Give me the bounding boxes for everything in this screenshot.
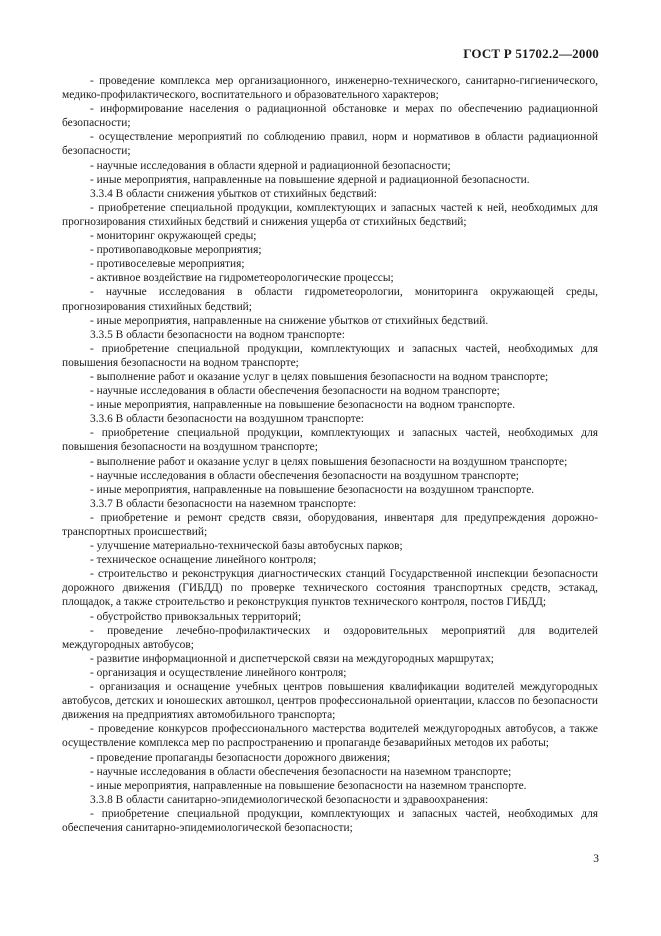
- list-item: - иные мероприятия, направленные на снижение убытков от стихийных бедствий.: [90, 314, 489, 327]
- section-heading: 3.3.6 В области безопасности на воздушном транспорте:: [90, 413, 364, 426]
- list-item: - выполнение работ и оказание услуг в целях повышения безопасности на воздушном транспорте;: [90, 455, 568, 468]
- list-item: - активное воздействие на гидрометеорологические процессы;: [90, 272, 394, 285]
- list-item: - строительство и реконструкция диагностических станций Государственной инспекции безопасности дорожного движения (ГИБДД) по проверке технического состояния транспортных средств, эстакад, площадок, а также строительство и реконструкция пунктов технического контроля, постов ГИБДД;: [62, 568, 598, 609]
- list-item: - информирование населения о радиационной обстановке и мерах по обеспечению радиационной безопасности;: [62, 103, 598, 130]
- list-item: - обустройство привокзальных территорий;: [90, 610, 302, 623]
- list-item: - научные исследования в области обеспечения безопасности на наземном транспорте;: [90, 765, 512, 778]
- list-item: - научные исследования в области гидрометеорологии, мониторинга окружающей среды, прогнозирования стихийных бедствий;: [62, 286, 598, 313]
- list-item: - мониторинг окружающей среды;: [90, 230, 257, 243]
- list-item: - приобретение специальной продукции, комплектующих и запасных частей, необходимых для обеспечения санитарно-эпидемиологической безопасности;: [62, 807, 598, 834]
- list-item: - иные мероприятия, направленные на повышение безопасности на воздушном транспорте.: [90, 483, 535, 496]
- list-item: - приобретение и ремонт средств связи, оборудования, инвентаря для предупреждения дорожно-транспортных происшествий;: [62, 511, 598, 538]
- list-item: - научные исследования в области обеспечения безопасности на воздушном транспорте;: [90, 469, 519, 482]
- list-item: - организация и осуществление линейного контроля;: [90, 666, 347, 679]
- list-item: - осуществление мероприятий по соблюдению правил, норм и нормативов в области радиационной безопасности;: [62, 131, 598, 158]
- list-item: - развитие информационной и диспетчерской связи на междугородных маршрутах;: [90, 652, 494, 665]
- section-heading: 3.3.8 В области санитарно-эпидемиологической безопасности и здравоохранения:: [90, 793, 489, 806]
- list-item: - приобретение специальной продукции, комплектующих и запасных частей, необходимых для повышения безопасности на воздушном транспорте;: [62, 427, 598, 454]
- list-item: - проведение комплекса мер организационного, инженерно-технического, санитарно-гигиенического, медико-профилактического, воспитательного и образовательного характеров;: [62, 75, 598, 102]
- section-heading: 3.3.7 В области безопасности на наземном транспорте:: [90, 497, 357, 510]
- list-item: - приобретение специальной продукции, комплектующих и запасных частей к ней, необходимых для прогнозирования стихийных бедствий и снижения ущерба от стихийных бедствий;: [62, 201, 598, 228]
- list-item: - научные исследования в области ядерной и радиационной безопасности;: [90, 159, 451, 172]
- list-item: - приобретение специальной продукции, комплектующих и запасных частей, необходимых для повышения безопасности на водном транспорте;: [62, 342, 598, 369]
- list-item: - иные мероприятия, направленные на повышение безопасности на водном транспорте.: [90, 399, 516, 412]
- list-item: - улучшение материально-технической базы автобусных парков;: [90, 540, 403, 553]
- document-body: [62, 74, 598, 835]
- section-heading: 3.3.5 В области безопасности на водном транспорте:: [90, 328, 345, 341]
- list-item: - иные мероприятия, направленные на повышение безопасности на наземном транспорте.: [90, 779, 527, 792]
- section-heading: 3.3.4 В области снижения убытков от стихийных бедствий:: [90, 187, 377, 200]
- list-item: - иные мероприятия, направленные на повышение ядерной и радиационной безопасности.: [90, 173, 530, 186]
- document-code-header: ГОСТ Р 51702.2—2000: [463, 46, 599, 61]
- list-item: - выполнение работ и оказание услуг в целях повышения безопасности на водном транспорте;: [90, 370, 549, 383]
- list-item: - проведение пропаганды безопасности дорожного движения;: [90, 751, 391, 764]
- page-number: 3: [593, 853, 599, 865]
- list-item: - проведение конкурсов профессионального мастерства водителей междугородных автобусов, а также осуществление комплекса мер по распространению и пропаганде безаварийных методов их работы;: [62, 723, 598, 750]
- list-item: - научные исследования в области обеспечения безопасности на водном транспорте;: [90, 385, 500, 398]
- list-item: - организация и оснащение учебных центров повышения квалификации водителей междугородных автобусов, детских и юношеских автошкол, центров профессиональной ориентации, классов по безопасности движения на предприятиях автомобильного транспорта;: [62, 681, 598, 722]
- list-item: - противопаводковые мероприятия;: [90, 244, 262, 257]
- list-item: - техническое оснащение линейного контроля;: [90, 554, 317, 567]
- list-item: - противоселевые мероприятия;: [90, 258, 245, 271]
- list-item: - проведение лечебно-профилактических и оздоровительных мероприятий для водителей междугородных автобусов;: [62, 624, 598, 651]
